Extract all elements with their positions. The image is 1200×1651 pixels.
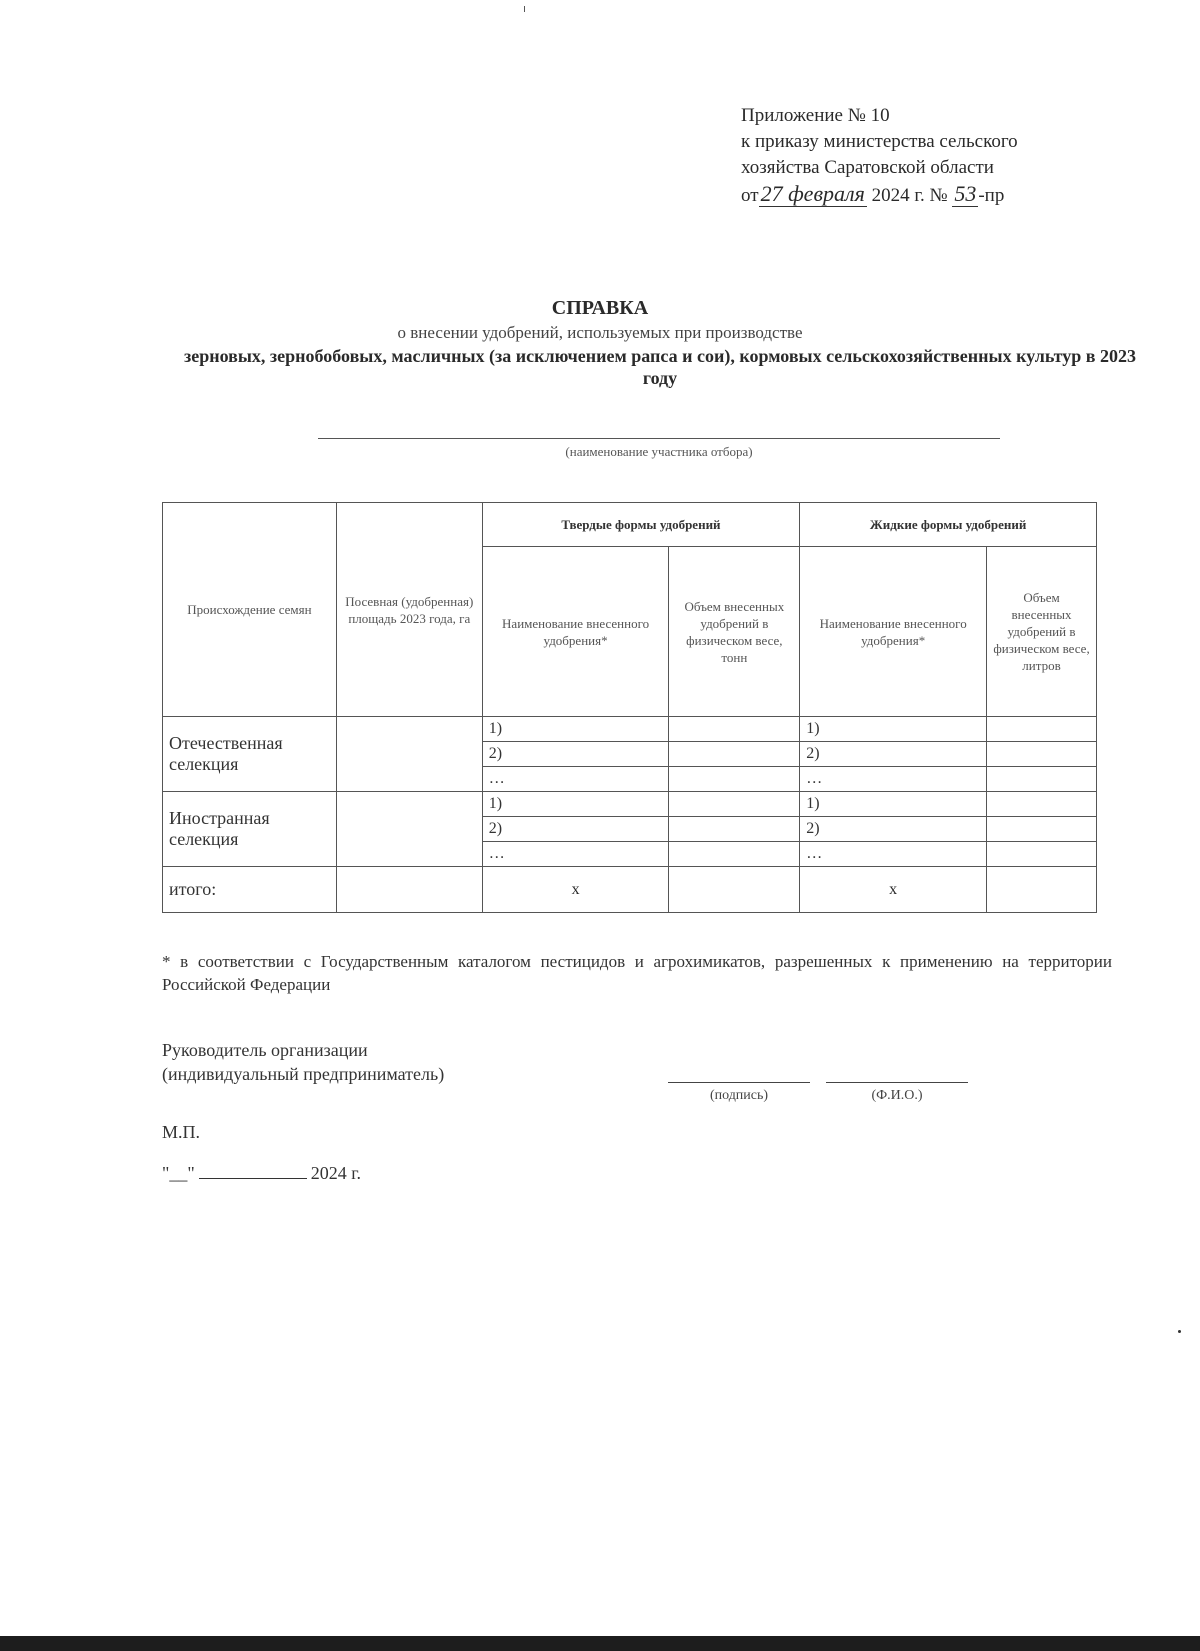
date-suffix: -пр <box>978 185 1005 206</box>
header-solid-volume: Объем внесенных удобрений в физическом весе, тонн <box>669 547 800 717</box>
appendix-line-3: хозяйства Саратовской области <box>741 157 994 178</box>
liquid-item-2: 2) <box>800 742 987 767</box>
liquid-volume-cell <box>987 817 1097 842</box>
fio-line <box>826 1082 968 1083</box>
row-label-domestic: Отечественная селекция <box>163 717 337 792</box>
fertilizer-table <box>162 502 1097 913</box>
appendix-date-line <box>741 181 1018 209</box>
solid-volume-cell <box>669 817 800 842</box>
liquid-item-more: … <box>800 842 987 867</box>
scan-mark <box>524 6 525 12</box>
date-year: 2024 г. <box>310 1163 362 1183</box>
header-liquid-group: Жидкие формы удобрений <box>800 503 1097 547</box>
solid-item-2: 2) <box>482 742 669 767</box>
scan-edge-bar <box>0 1636 1200 1651</box>
footnote: * в соответствии с Государственным каталогом пестицидов и агрохимикатов, разрешенных к применению на территории Российской Федерации <box>162 952 1112 994</box>
header-solid-name: Наименование внесенного удобрения* <box>482 547 669 717</box>
solid-item-1: 1) <box>482 792 669 817</box>
handwritten-date: 27 февраля <box>760 181 865 206</box>
appendix-line-2: к приказу министерства сельского <box>741 131 1018 152</box>
table-row <box>163 717 1097 742</box>
liquid-item-2: 2) <box>800 817 987 842</box>
row-label-foreign: Иностранная селекция <box>163 792 337 867</box>
table-row <box>163 792 1097 817</box>
solid-volume-cell <box>669 717 800 742</box>
liquid-item-1: 1) <box>800 717 987 742</box>
solid-volume-cell <box>669 742 800 767</box>
appendix-line-1: Приложение № 10 <box>741 105 890 126</box>
liquid-volume-cell <box>987 767 1097 792</box>
signature-caption: (подпись) <box>709 1088 769 1103</box>
date-prefix: от <box>741 185 759 206</box>
participant-caption: (наименование участника отбора) <box>565 444 753 459</box>
row-label-total: итого: <box>163 867 337 913</box>
signing-date-line <box>162 1163 361 1184</box>
head-org-line-2: (индивидуальный предприниматель) <box>162 1064 445 1084</box>
table-header-row <box>163 503 1097 547</box>
area-total-cell <box>336 867 482 913</box>
head-org-block <box>162 1038 444 1086</box>
area-cell <box>336 792 482 867</box>
solid-volume-total-cell <box>669 867 800 913</box>
document-subtitle: о внесении удобрений, используемых при производстве <box>397 323 803 342</box>
header-origin: Происхождение семян <box>163 503 337 717</box>
appendix-block <box>741 103 1018 209</box>
scan-speck <box>1178 1330 1181 1333</box>
date-mid: 2024 г. № <box>871 185 948 206</box>
liquid-volume-cell <box>987 842 1097 867</box>
liquid-item-more: … <box>800 767 987 792</box>
liquid-volume-total-cell <box>987 867 1097 913</box>
signature-line <box>668 1082 810 1083</box>
handwritten-number: 53 <box>954 181 977 206</box>
area-cell <box>336 717 482 792</box>
head-org-line-1: Руководитель организации <box>162 1040 368 1060</box>
solid-volume-cell <box>669 792 800 817</box>
liquid-volume-cell <box>987 717 1097 742</box>
solid-item-2: 2) <box>482 817 669 842</box>
solid-item-more: … <box>482 767 669 792</box>
solid-name-total-x: х <box>482 867 669 913</box>
date-month-blank <box>199 1178 307 1179</box>
fio-caption: (Ф.И.О.) <box>871 1088 923 1103</box>
header-liquid-name: Наименование внесенного удобрения* <box>800 547 987 717</box>
table-total-row <box>163 867 1097 913</box>
participant-line <box>318 438 1000 439</box>
document-title: СПРАВКА <box>551 297 649 319</box>
header-area: Посевная (удобренная) площадь 2023 года, га <box>336 503 482 717</box>
solid-volume-cell <box>669 842 800 867</box>
stamp-place-label: М.П. <box>162 1122 201 1142</box>
liquid-volume-cell <box>987 742 1097 767</box>
header-liquid-volume: Объем внесенных удобрений в физическом весе, литров <box>987 547 1097 717</box>
solid-volume-cell <box>669 767 800 792</box>
liquid-item-1: 1) <box>800 792 987 817</box>
header-solid-group: Твердые формы удобрений <box>482 503 800 547</box>
document-subtitle-bold: зерновых, зернобобовых, масличных (за исключением рапса и сои), кормовых сельскохозяйственных культур в 2023 году <box>183 346 1137 388</box>
liquid-volume-cell <box>987 792 1097 817</box>
liquid-name-total-x: х <box>800 867 987 913</box>
solid-item-1: 1) <box>482 717 669 742</box>
solid-item-more: … <box>482 842 669 867</box>
date-day-blank: "__" <box>162 1163 195 1183</box>
